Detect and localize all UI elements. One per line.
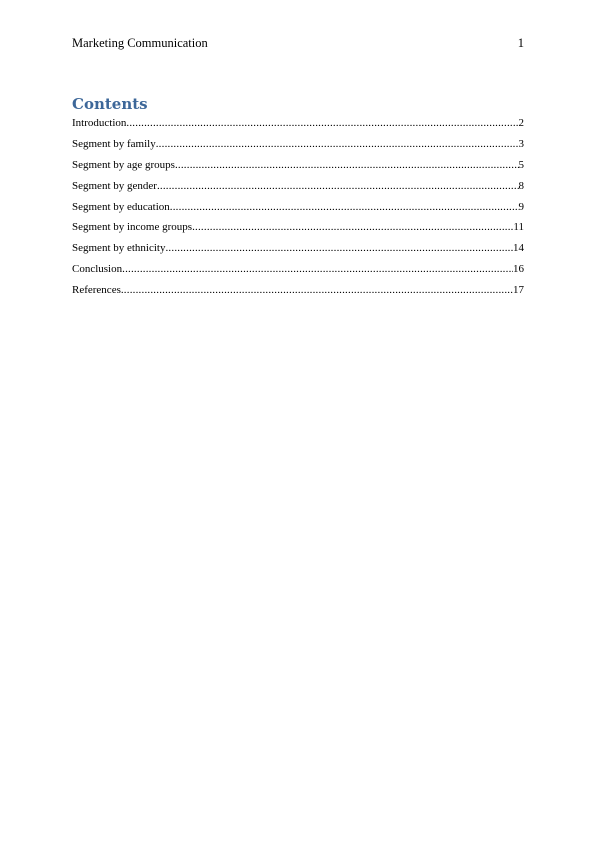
toc-entry-page: 11 xyxy=(513,221,524,234)
header-title: Marketing Communication xyxy=(72,36,208,50)
toc-entry-title: Introduction xyxy=(72,117,127,129)
toc-entry-page: 17 xyxy=(513,284,524,297)
toc-dot-leader xyxy=(122,259,513,280)
toc-dot-leader xyxy=(121,280,513,301)
toc-dot-leader xyxy=(126,113,518,134)
toc-dot-leader xyxy=(165,238,513,259)
toc-entry-title: References xyxy=(72,284,121,297)
toc-dot-leader xyxy=(170,197,519,218)
toc-entry-title: Conclusion xyxy=(72,263,123,276)
toc-entry-title: Segment by gender xyxy=(72,179,157,192)
page-header xyxy=(72,35,524,51)
toc-entry-page: 3 xyxy=(518,137,524,150)
toc-entry-page: 9 xyxy=(518,200,524,213)
toc-dot-leader xyxy=(157,176,519,197)
toc-heading: Contents xyxy=(72,95,148,113)
toc-entry-title: Segment by ethnicity xyxy=(72,242,166,255)
header-page-number: 1 xyxy=(517,36,524,50)
toc-entry-title: Segment by family xyxy=(72,137,156,150)
toc-entry-title: Segment by income groups xyxy=(72,221,193,234)
toc-entry-page: 16 xyxy=(513,263,524,276)
toc-dot-leader xyxy=(192,217,513,238)
toc-entry-title: Segment by education xyxy=(72,200,170,213)
toc-entry-page: 8 xyxy=(518,179,524,192)
toc-entry-segment-by-gender[interactable] xyxy=(72,176,524,197)
toc-entry-segment-by-family[interactable] xyxy=(72,134,524,155)
toc-entry-title: Segment by age groups xyxy=(72,158,175,171)
toc-dot-leader xyxy=(156,134,519,155)
toc-entry-conclusion[interactable] xyxy=(72,259,524,280)
toc-entry-references[interactable] xyxy=(72,280,524,301)
toc-entry-segment-by-age-groups[interactable] xyxy=(72,155,524,176)
toc-entry-page: 2 xyxy=(518,117,524,129)
toc-entry-introduction[interactable] xyxy=(72,113,524,134)
toc-entry-page: 14 xyxy=(513,242,524,255)
toc-entry-segment-by-ethnicity[interactable] xyxy=(72,238,524,259)
toc-entry-segment-by-education[interactable] xyxy=(72,197,524,218)
toc-entry-segment-by-income-groups[interactable] xyxy=(72,217,524,238)
table-of-contents xyxy=(72,113,524,301)
toc-entry-page: 5 xyxy=(518,158,524,171)
toc-dot-leader xyxy=(175,155,519,176)
